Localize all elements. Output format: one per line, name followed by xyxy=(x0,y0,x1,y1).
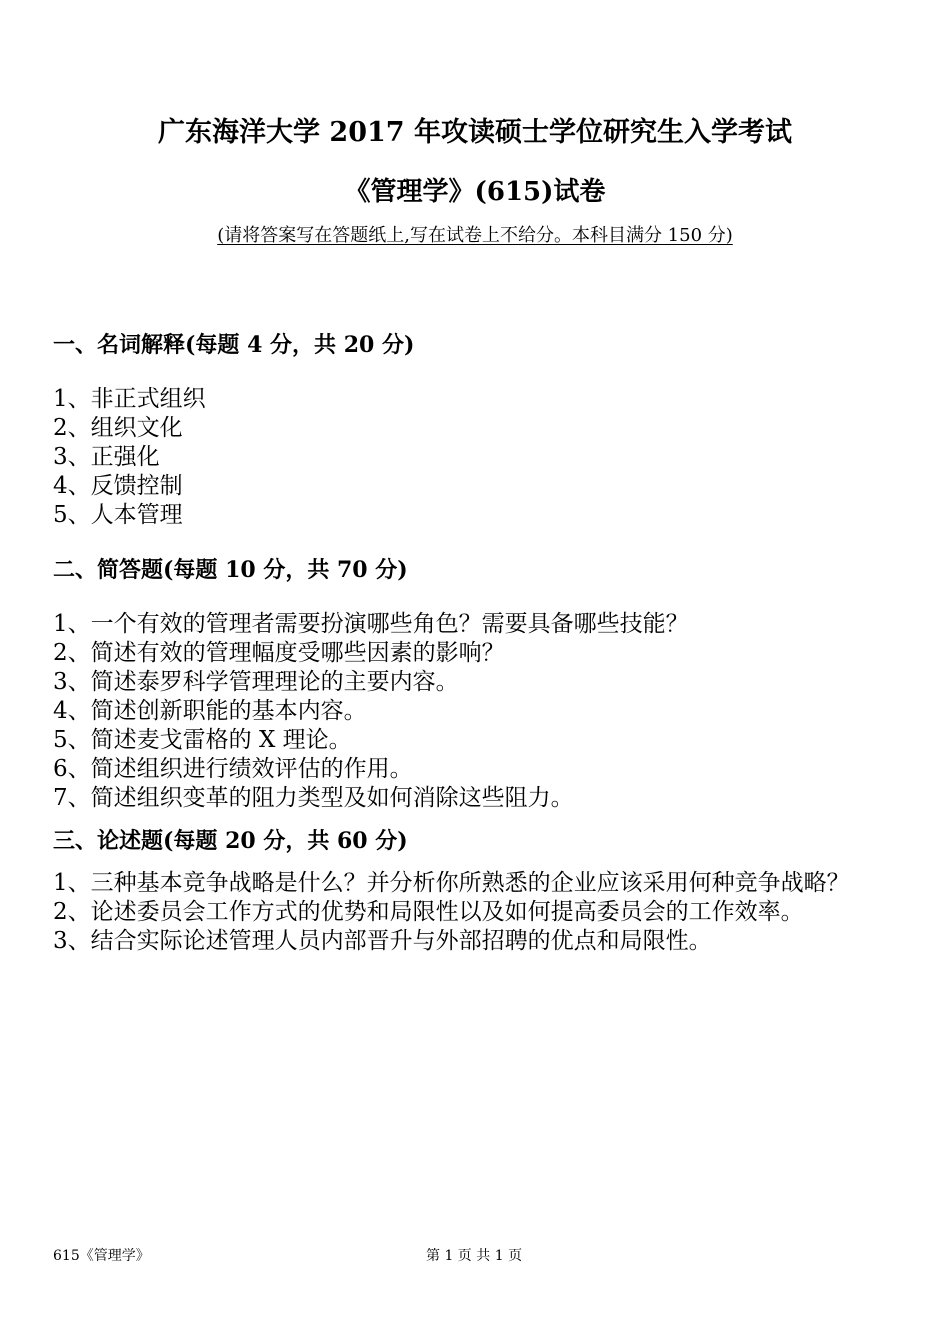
section-heading: 一、名词解释(每题 4 分，共 20 分) xyxy=(53,332,415,358)
question-item: 2、论述委员会工作方式的优势和局限性以及如何提高委员会的工作效率。 xyxy=(53,899,804,925)
question-item: 1、三种基本竞争战略是什么？并分析你所熟悉的企业应该采用何种竞争战略？ xyxy=(53,870,850,896)
question-item: 3、正强化 xyxy=(53,444,160,470)
question-item: 3、结合实际论述管理人员内部晋升与外部招聘的优点和局限性。 xyxy=(53,928,712,954)
section-short-answer xyxy=(53,555,903,813)
section-essay xyxy=(53,826,903,956)
footer-page-number: 第 1 页 共 1 页 xyxy=(426,1248,523,1264)
exam-subject-title: 《管理学》(615)试卷 xyxy=(344,177,606,207)
question-item: 2、简述有效的管理幅度受哪些因素的影响？ xyxy=(53,640,505,666)
section-heading: 三、论述题(每题 20 分，共 60 分) xyxy=(53,828,408,854)
exam-instruction-note: (请将答案写在答题纸上,写在试卷上不给分。本科目满分 150 分) xyxy=(217,225,733,246)
question-item: 2、组织文化 xyxy=(53,415,183,441)
question-item: 1、非正式组织 xyxy=(53,386,206,412)
question-item: 4、反馈控制 xyxy=(53,473,183,499)
question-list xyxy=(53,869,903,956)
question-item: 3、简述泰罗科学管理理论的主要内容。 xyxy=(53,669,459,695)
question-item: 5、简述麦戈雷格的 X 理论。 xyxy=(53,727,352,753)
question-list xyxy=(53,610,903,813)
question-list xyxy=(53,385,903,530)
question-item: 1、一个有效的管理者需要扮演哪些角色？需要具备哪些技能？ xyxy=(53,611,689,637)
section-heading: 二、简答题(每题 10 分，共 70 分) xyxy=(53,557,408,583)
question-item: 6、简述组织进行绩效评估的作用。 xyxy=(53,756,413,782)
question-item: 4、简述创新职能的基本内容。 xyxy=(53,698,367,724)
exam-title: 广东海洋大学 2017 年攻读硕士学位研究生入学考试 xyxy=(158,117,792,148)
question-item: 5、人本管理 xyxy=(53,502,183,528)
section-term-explanation xyxy=(53,330,903,530)
footer-subject: 615《管理学》 xyxy=(53,1248,150,1264)
question-item: 7、简述组织变革的阻力类型及如何消除这些阻力。 xyxy=(53,785,574,811)
